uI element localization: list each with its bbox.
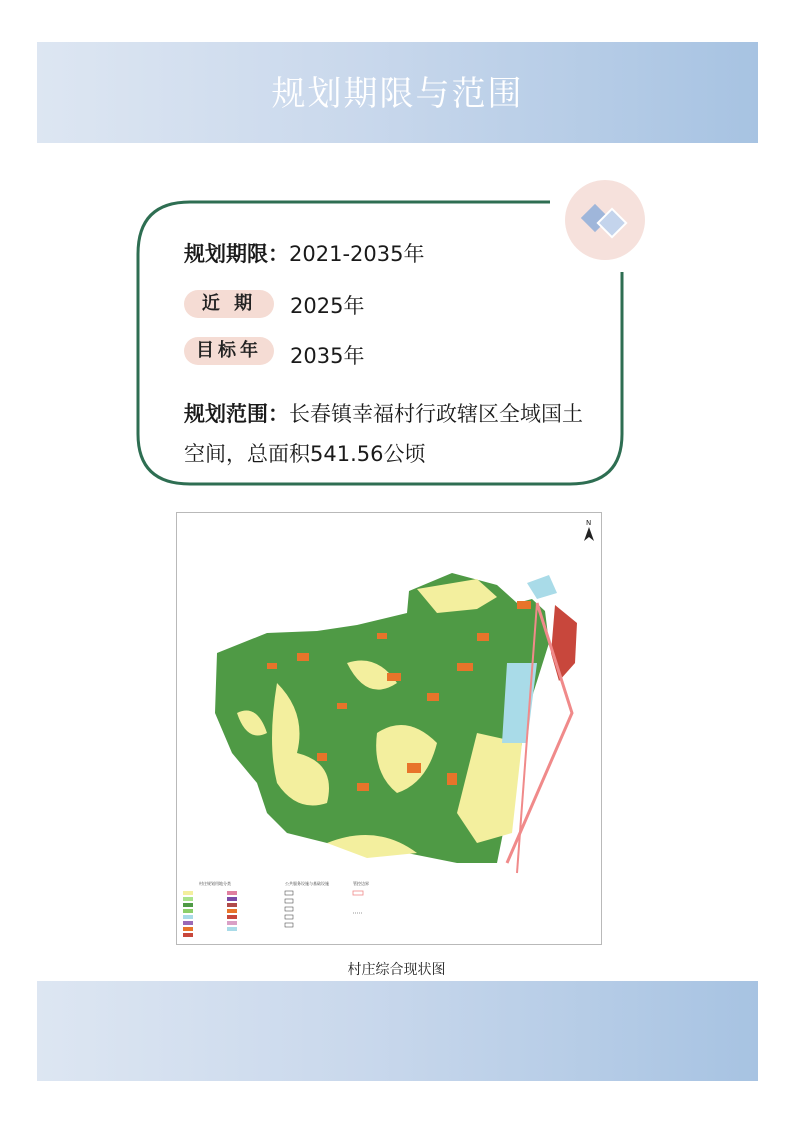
legend-title-boundary: 管控边界 <box>353 881 369 886</box>
scope-row <box>184 398 583 428</box>
map-legend <box>183 880 369 937</box>
scope-value-line2: 空间，总面积541.56公顷 <box>184 442 426 466</box>
period-row <box>184 238 424 268</box>
scope-row-2 <box>184 438 425 468</box>
period-label: 规划期限： <box>184 242 289 266</box>
header-banner <box>37 42 758 143</box>
near-term-value: 2025年 <box>290 294 365 318</box>
footer-banner <box>37 981 758 1081</box>
village-status-map <box>176 512 602 945</box>
legend-title-landuse: 村庄规划用地分类 <box>199 881 231 886</box>
target-year-value: 2035年 <box>290 344 365 368</box>
near-term-pill: 近 期 <box>184 290 274 318</box>
target-year-pill: 目标年 <box>184 337 274 365</box>
scope-value-line1: 长春镇幸福村行政辖区全域国土 <box>289 402 583 426</box>
diamond-badge-icon <box>565 180 645 260</box>
scope-label: 规划范围： <box>184 402 289 426</box>
legend-title-facilities: 公共服务设施与基础设施 <box>285 881 329 886</box>
map-caption: 村庄综合现状图 <box>347 962 446 978</box>
page-title: 规划期限与范围 <box>271 74 524 114</box>
north-label: N <box>586 519 592 527</box>
period-value: 2021-2035年 <box>289 242 425 266</box>
north-arrow-icon <box>584 519 594 541</box>
